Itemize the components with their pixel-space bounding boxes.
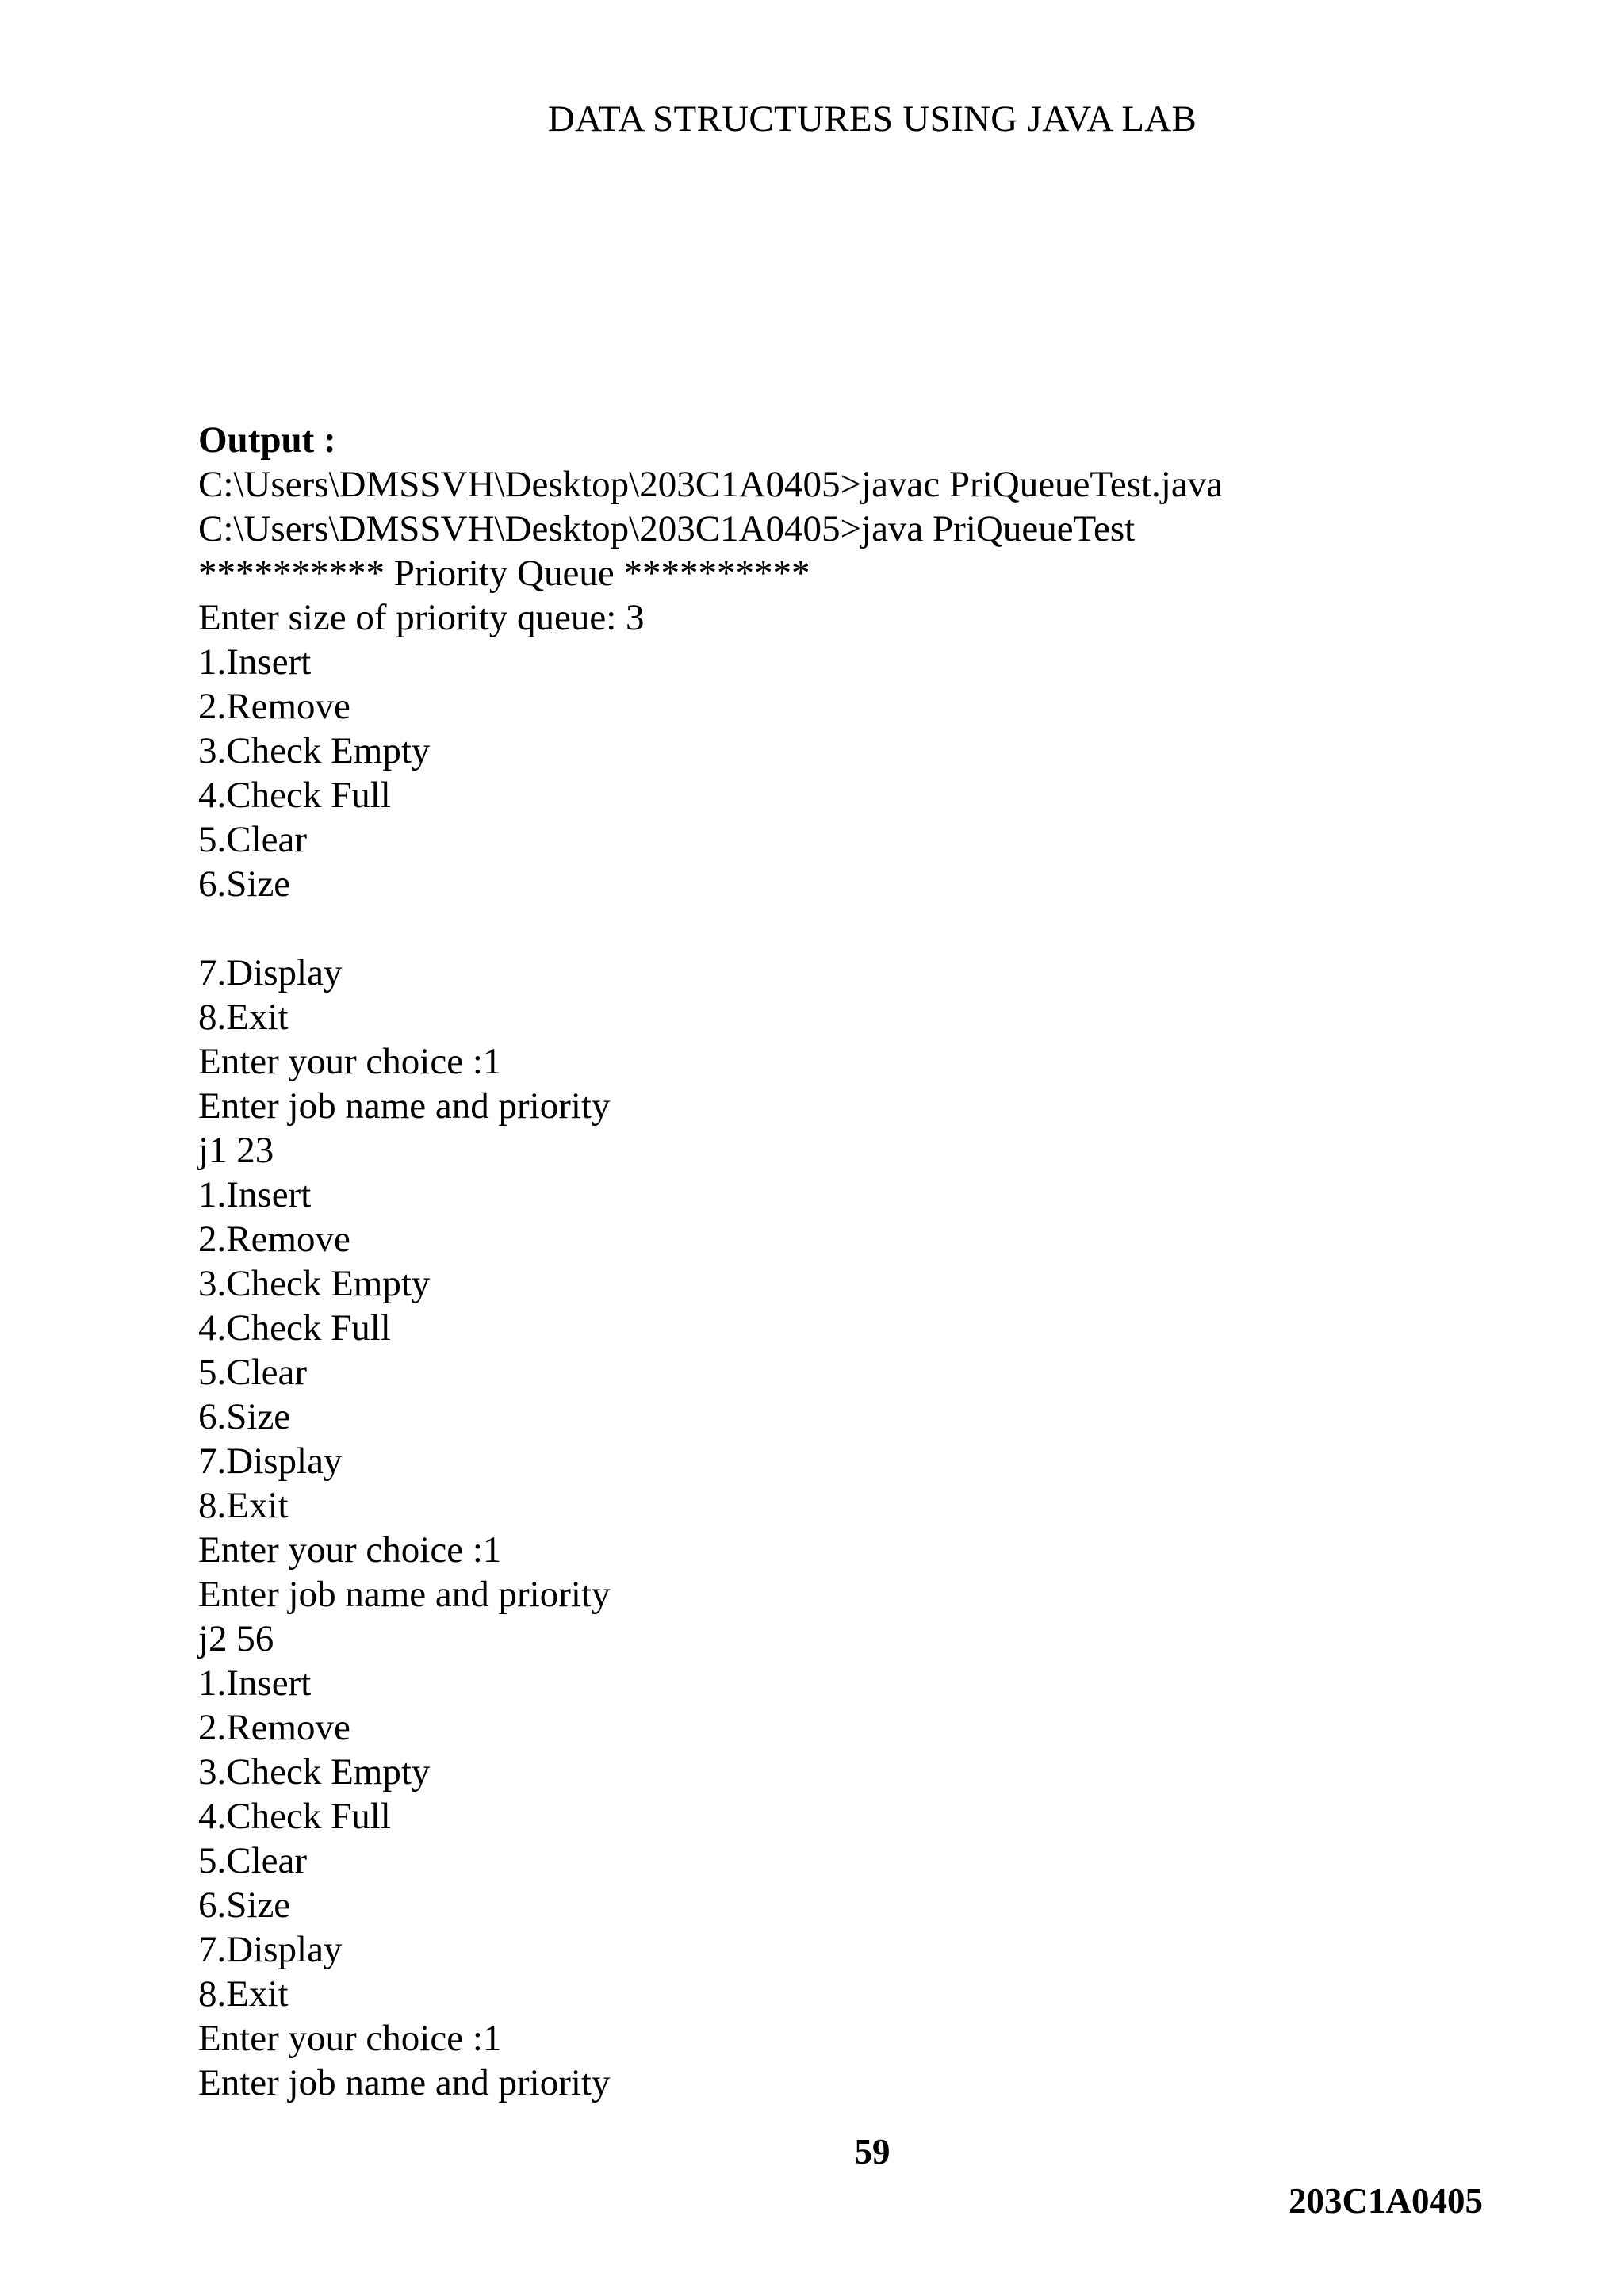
page-number: 59 [854, 2132, 891, 2172]
output-line: 1.Insert [198, 1174, 312, 1215]
output-line: 6.Size [198, 1885, 291, 1926]
output-section [198, 418, 1546, 2105]
output-line: Enter job name and priority [198, 1574, 611, 1615]
output-line: 8.Exit [198, 997, 289, 1038]
output-line: 2.Remove [198, 1219, 350, 1260]
output-line: C:\Users\DMSSVH\Desktop\203C1A0405>javac PriQueueTest.java [198, 464, 1224, 505]
output-line: j2 56 [198, 1618, 274, 1659]
output-line: Enter job name and priority [198, 2062, 611, 2103]
output-line: 6.Size [198, 1396, 291, 1437]
output-line: 6.Size [198, 863, 291, 905]
console-output [198, 462, 1546, 2105]
output-line: Enter size of priority queue: 3 [198, 597, 645, 638]
output-line: 4.Check Full [198, 775, 391, 816]
output-line: 1.Insert [198, 641, 312, 683]
output-line: 7.Display [198, 952, 343, 993]
output-line: 7.Display [198, 1929, 343, 1970]
output-line: 5.Clear [198, 1840, 308, 1881]
page-header-title: DATA STRUCTURES USING JAVA LAB [547, 98, 1197, 140]
output-line: 2.Remove [198, 1707, 350, 1748]
output-line: Enter your choice :1 [198, 2018, 502, 2059]
output-line: 4.Check Full [198, 1796, 391, 1837]
output-line: j1 23 [198, 1130, 274, 1171]
output-line: 8.Exit [198, 1485, 289, 1526]
output-line: Enter job name and priority [198, 1085, 611, 1127]
output-heading: Output : [198, 419, 336, 461]
output-line: 5.Clear [198, 1352, 308, 1393]
output-line: 1.Insert [198, 1663, 312, 1704]
output-line: 5.Clear [198, 819, 308, 860]
output-line: Enter your choice :1 [198, 1529, 502, 1571]
output-line: 3.Check Empty [198, 730, 431, 771]
output-line: 7.Display [198, 1441, 343, 1482]
output-line: 3.Check Empty [198, 1751, 431, 1793]
output-line: ********** Priority Queue ********** [198, 553, 810, 594]
output-line: 3.Check Empty [198, 1263, 431, 1304]
output-line: 2.Remove [198, 686, 350, 727]
roll-number: 203C1A0405 [1289, 2181, 1483, 2221]
output-line: 8.Exit [198, 1973, 289, 2015]
output-line: 4.Check Full [198, 1307, 391, 1349]
output-line: Enter your choice :1 [198, 1041, 502, 1082]
output-line: C:\Users\DMSSVH\Desktop\203C1A0405>java PriQueueTest [198, 508, 1136, 549]
output-line [198, 906, 1546, 951]
